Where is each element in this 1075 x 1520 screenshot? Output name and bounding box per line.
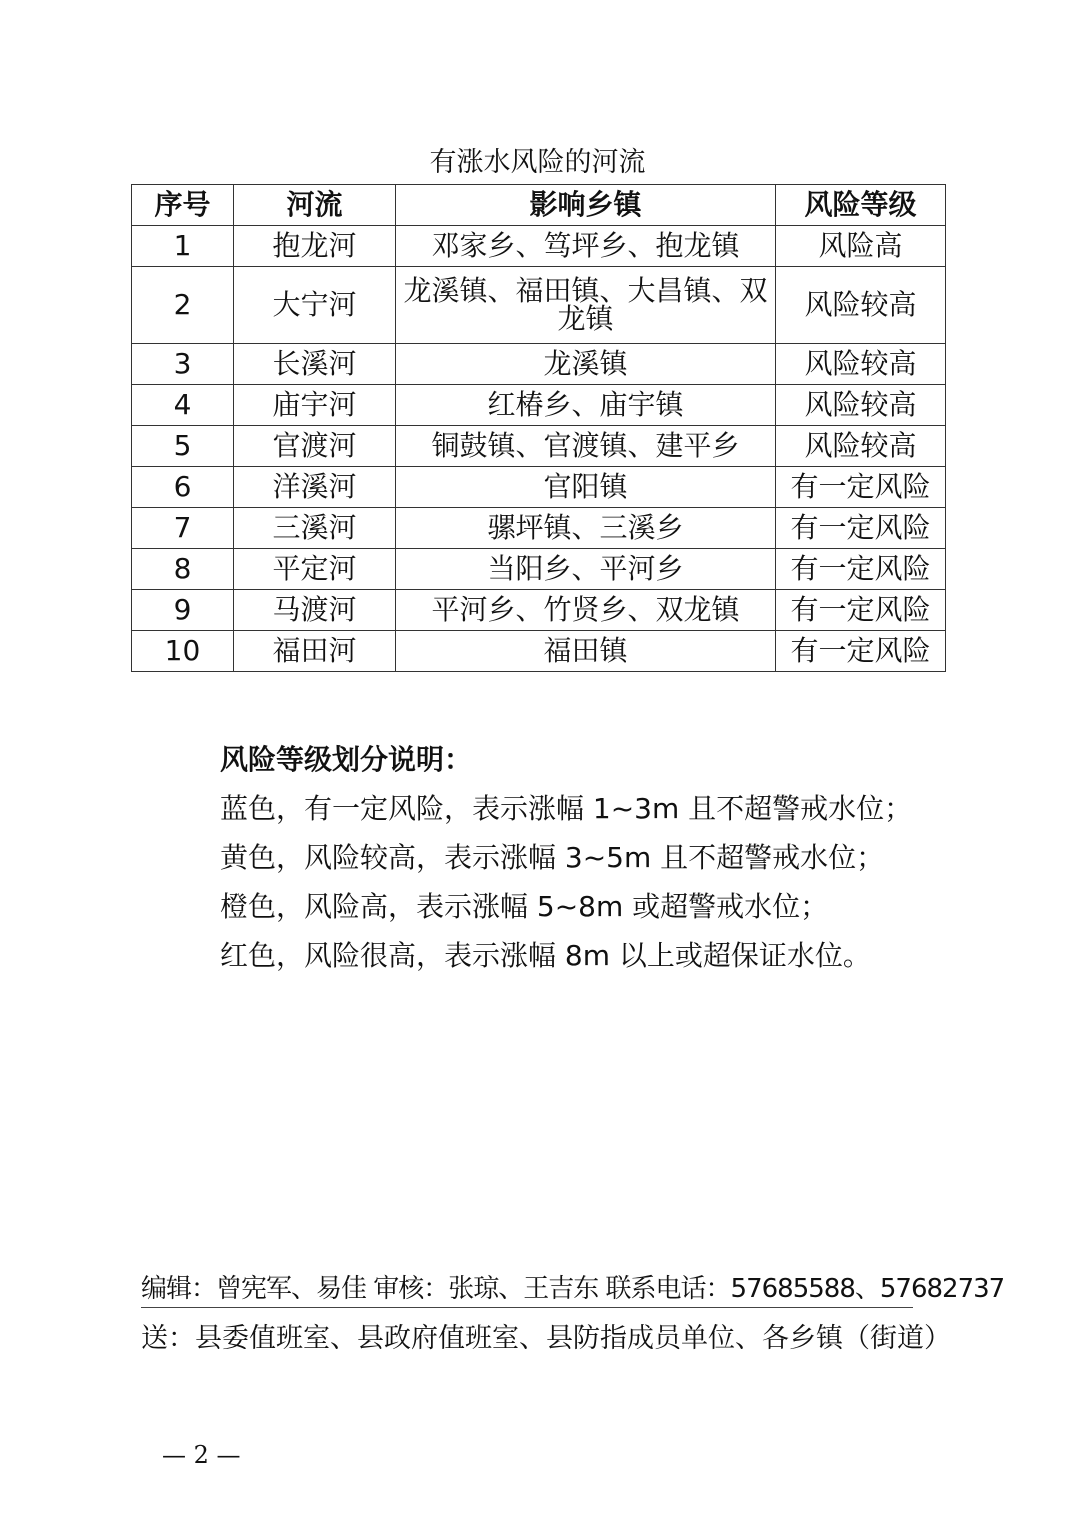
table-row <box>132 267 946 344</box>
row-towns: 红椿乡、庙宇镇 <box>396 385 776 426</box>
row-river: 洋溪河 <box>234 467 396 508</box>
row-river: 官渡河 <box>234 426 396 467</box>
table-header-row <box>132 185 946 226</box>
table-row <box>132 549 946 590</box>
row-number: 9 <box>132 590 234 631</box>
row-risk: 风险较高 <box>776 385 946 426</box>
row-river: 平定河 <box>234 549 396 590</box>
row-number: 7 <box>132 508 234 549</box>
table-row <box>132 226 946 267</box>
table-row <box>132 590 946 631</box>
row-towns: 当阳乡、平河乡 <box>396 549 776 590</box>
row-risk: 有一定风险 <box>776 549 946 590</box>
row-towns: 龙溪镇、福田镇、大昌镇、双龙镇 <box>396 267 776 344</box>
header-towns: 影响乡镇 <box>396 185 776 226</box>
legend-line-orange: 橙色，风险高，表示涨幅 5~8m 或超警戒水位； <box>220 890 829 923</box>
risk-level-legend <box>220 735 980 980</box>
row-number: 4 <box>132 385 234 426</box>
row-towns: 官阳镇 <box>396 467 776 508</box>
row-towns: 铜鼓镇、官渡镇、建平乡 <box>396 426 776 467</box>
row-river: 福田河 <box>234 631 396 672</box>
row-river: 抱龙河 <box>234 226 396 267</box>
header-river: 河流 <box>234 185 396 226</box>
table-row <box>132 385 946 426</box>
legend-line-blue: 蓝色，有一定风险，表示涨幅 1~3m 且不超警戒水位； <box>220 792 913 825</box>
river-risk-table <box>131 184 946 672</box>
row-risk: 有一定风险 <box>776 631 946 672</box>
row-towns: 邓家乡、笃坪乡、抱龙镇 <box>396 226 776 267</box>
table-row <box>132 508 946 549</box>
row-risk: 风险较高 <box>776 426 946 467</box>
row-number: 10 <box>132 631 234 672</box>
legend-heading: 风险等级划分说明： <box>220 743 473 776</box>
row-towns: 福田镇 <box>396 631 776 672</box>
table-row <box>132 344 946 385</box>
row-risk: 风险高 <box>776 226 946 267</box>
row-towns: 龙溪镇 <box>396 344 776 385</box>
table-row <box>132 426 946 467</box>
row-number: 5 <box>132 426 234 467</box>
row-risk: 有一定风险 <box>776 508 946 549</box>
row-number: 2 <box>132 267 234 344</box>
row-risk: 有一定风险 <box>776 467 946 508</box>
row-risk: 有一定风险 <box>776 590 946 631</box>
row-number: 3 <box>132 344 234 385</box>
table-title: 有涨水风险的河流 <box>429 147 646 178</box>
header-number: 序号 <box>132 185 234 226</box>
row-risk: 风险较高 <box>776 267 946 344</box>
row-number: 6 <box>132 467 234 508</box>
row-towns: 平河乡、竹贤乡、双龙镇 <box>396 590 776 631</box>
legend-line-red: 红色，风险很高，表示涨幅 8m 以上或超保证水位。 <box>220 939 871 972</box>
row-number: 8 <box>132 549 234 590</box>
row-risk: 风险较高 <box>776 344 946 385</box>
row-towns: 骡坪镇、三溪乡 <box>396 508 776 549</box>
table-row <box>132 631 946 672</box>
row-river: 庙宇河 <box>234 385 396 426</box>
legend-line-yellow: 黄色，风险较高，表示涨幅 3~5m 且不超警戒水位； <box>220 841 885 874</box>
row-number: 1 <box>132 226 234 267</box>
row-river: 马渡河 <box>234 590 396 631</box>
distribution-line: 送：县委值班室、县政府值班室、县防指成员单位、各乡镇（街道） <box>141 1323 951 1354</box>
table-row <box>132 467 946 508</box>
page-number: — 2 — <box>162 1441 241 1469</box>
editor-contact-line: 编辑：曾宪军、易佳 审核：张琼、王吉东 联系电话：57685588、57682737 <box>141 1271 913 1308</box>
header-risk-level: 风险等级 <box>776 185 946 226</box>
row-river: 三溪河 <box>234 508 396 549</box>
row-river: 大宁河 <box>234 267 396 344</box>
row-river: 长溪河 <box>234 344 396 385</box>
